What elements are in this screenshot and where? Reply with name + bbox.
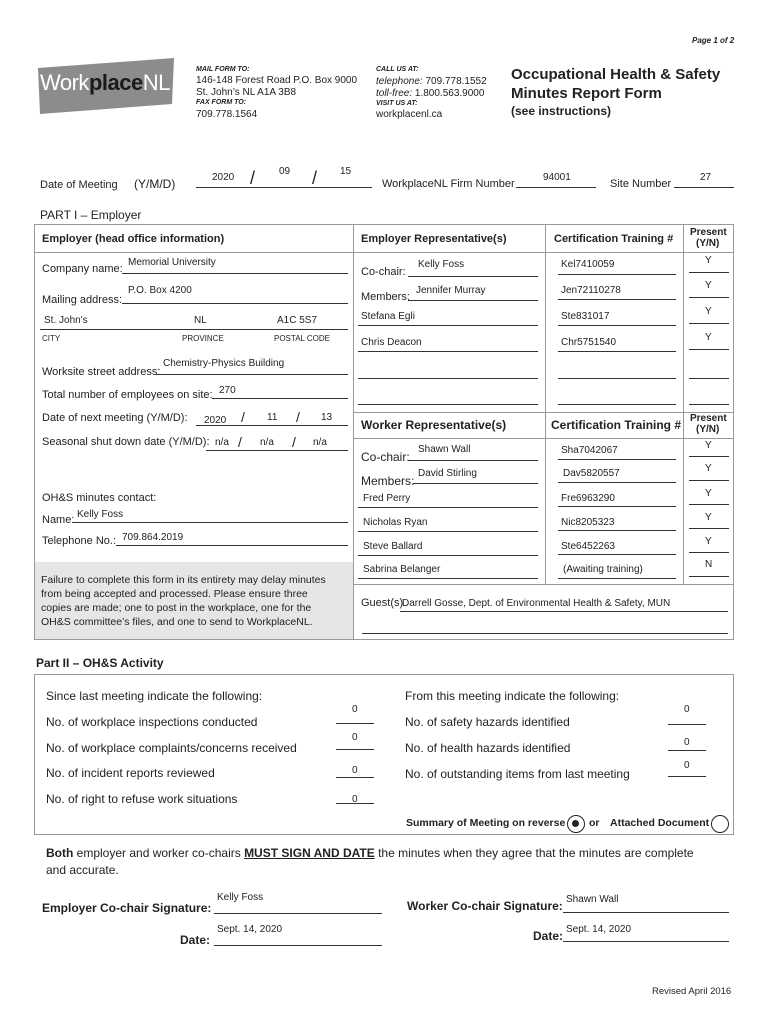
meeting-day[interactable]: 15 xyxy=(340,166,352,177)
right-to-refuse-underline xyxy=(336,803,374,804)
workplacenl-logo xyxy=(38,58,174,114)
worker-present-line-2 xyxy=(689,480,729,481)
worker-rep-name-6[interactable]: Sabrina Belanger xyxy=(363,564,441,575)
worker-rep-line-6 xyxy=(358,578,538,579)
meeting-year[interactable]: 2020 xyxy=(212,172,235,183)
worker-rep-line-2 xyxy=(413,483,538,484)
worker-rep-cert-1[interactable]: Sha7042067 xyxy=(561,445,618,456)
mailing-address-label: Mailing address: xyxy=(42,294,123,306)
logo-place: place xyxy=(88,70,143,95)
worker-date-underline xyxy=(563,941,729,942)
worker-rep-name-1[interactable]: Shawn Wall xyxy=(418,444,471,455)
worker-present-line-4 xyxy=(689,528,729,529)
website: workplacenl.ca xyxy=(376,109,443,120)
shutdown-label: Seasonal shut down date (Y/M/D): xyxy=(42,436,210,448)
incident-reports-underline xyxy=(336,777,374,778)
postal-code-label: POSTAL CODE xyxy=(274,334,331,343)
worker-header-line xyxy=(353,438,734,439)
employees-count[interactable]: 270 xyxy=(219,385,236,396)
mail-address-line1: 146-148 Forest Road P.O. Box 9000 xyxy=(196,75,358,86)
shutdown-year[interactable]: n/a xyxy=(215,437,229,448)
firm-number-label: WorkplaceNL Firm Number xyxy=(382,178,515,190)
mailing-address[interactable]: P.O. Box 4200 xyxy=(128,285,192,296)
worker-rep-present-3[interactable]: Y xyxy=(705,488,712,499)
incident-reports-label: No. of incident reports reviewed xyxy=(46,766,215,780)
employer-rep-line-5 xyxy=(358,378,538,379)
worker-rep-line-1 xyxy=(408,460,538,461)
site-number-underline xyxy=(674,187,734,188)
worker-cert-line-4 xyxy=(558,530,676,531)
worksite-underline xyxy=(156,374,348,375)
logo-work: Work xyxy=(40,70,89,95)
worker-cochair-label: Co-chair: xyxy=(361,450,410,464)
firm-number[interactable]: 94001 xyxy=(543,172,571,183)
worker-section-line xyxy=(353,412,734,413)
attached-label: Attached Document xyxy=(610,817,710,829)
worker-present-header-2: (Y/N) xyxy=(696,424,720,435)
mail-form-to-label: MAIL FORM TO: xyxy=(196,66,250,73)
present-header-2: (Y/N) xyxy=(696,238,720,249)
right-to-refuse-label: No. of right to refuse work situations xyxy=(46,792,238,806)
or-label: or xyxy=(589,817,600,829)
employer-rep-present-2[interactable]: Y xyxy=(705,280,712,291)
city-label: CITY xyxy=(42,334,61,343)
form-title-line1: Occupational Health & Safety xyxy=(511,66,721,83)
date-of-meeting-label: Date of Meeting xyxy=(40,179,118,191)
province-label: PROVINCE xyxy=(182,334,224,343)
worker-rep-present-4[interactable]: Y xyxy=(705,512,712,523)
revised-date: Revised April 2016 xyxy=(652,986,732,997)
guests-line-1 xyxy=(400,611,728,612)
employer-rep-line-1 xyxy=(408,276,538,277)
warning-line3: copies are made; one to post in the workplace, one for the xyxy=(41,602,312,614)
employer-cert-line-6 xyxy=(558,404,676,405)
worker-rep-cert-4[interactable]: Nic8205323 xyxy=(561,517,615,528)
employer-date-label: Date: xyxy=(180,933,211,947)
next-slash-2: / xyxy=(296,409,300,425)
summary-radio-dot xyxy=(572,820,579,827)
worker-cert-line-6 xyxy=(558,578,676,579)
firm-number-underline xyxy=(516,187,596,188)
warning-line1: Failure to complete this form in its entirety may delay minutes xyxy=(41,574,326,586)
logo-nl: NL xyxy=(142,70,170,95)
date-slash-2: / xyxy=(312,168,318,188)
summary-radio[interactable] xyxy=(567,815,585,833)
from-this-meeting-label: From this meeting indicate the following: xyxy=(405,689,620,703)
warning-line2: from being accepted and processed. Please ensure three xyxy=(41,588,308,600)
mailing-address-underline xyxy=(122,303,348,304)
guest-section-line xyxy=(353,584,734,585)
summary-label: Summary of Meeting on reverse xyxy=(406,817,566,829)
employer-rep-present-3[interactable]: Y xyxy=(705,306,712,317)
worker-members-label: Members: xyxy=(361,474,415,488)
worker-cert-line-5 xyxy=(558,554,676,555)
next-meeting-underline xyxy=(196,425,348,426)
health-hazards-value[interactable]: 0 xyxy=(684,737,690,748)
worker-rep-present-5[interactable]: Y xyxy=(705,536,712,547)
worker-rep-cert-3[interactable]: Fre6963290 xyxy=(561,493,615,504)
employer-present-line-1 xyxy=(689,272,729,273)
warning-line4: OH&S committee’s files, and one to send to WorkplaceNL. xyxy=(41,616,313,628)
employer-rep-name-3[interactable]: Stefana Egli xyxy=(361,311,415,322)
employer-rep-present-4[interactable]: Y xyxy=(705,332,712,343)
worker-sig-underline xyxy=(563,912,729,913)
notice-text2: the minutes when they agree that the minutes are complete xyxy=(374,846,694,860)
next-meeting-month[interactable]: 11 xyxy=(267,412,278,423)
employer-rep-line-6 xyxy=(358,404,538,405)
inspections-underline xyxy=(336,723,374,724)
outstanding-items-underline xyxy=(668,776,706,777)
telephone-label: telephone: xyxy=(376,76,423,87)
complaints-value[interactable]: 0 xyxy=(352,732,358,743)
inspections-label: No. of workplace inspections conducted xyxy=(46,715,258,729)
worker-rep-present-2[interactable]: Y xyxy=(705,463,712,474)
employer-cert-line-2 xyxy=(558,299,676,300)
company-name[interactable]: Memorial University xyxy=(128,257,216,268)
city[interactable]: St. John's xyxy=(44,315,88,326)
toll-free-label: toll-free: xyxy=(376,88,413,99)
next-meeting-label: Date of next meeting (Y/M/D): xyxy=(42,412,188,424)
inspections-value[interactable]: 0 xyxy=(352,704,358,715)
employer-rep-line-3 xyxy=(358,325,538,326)
employer-sig[interactable]: Kelly Foss xyxy=(217,892,264,903)
worker-present-header-1: Present xyxy=(690,413,727,424)
employer-cert-line-5 xyxy=(558,378,676,379)
complaints-underline xyxy=(336,749,374,750)
signing-notice-line2: and accurate. xyxy=(46,863,119,877)
shutdown-slash-2: / xyxy=(292,434,296,450)
worker-present-line-6 xyxy=(689,576,729,577)
guests-line-2 xyxy=(362,633,728,634)
telephone-number: 709.778.1552 xyxy=(425,76,487,87)
safety-hazards-underline xyxy=(668,724,706,725)
safety-hazards-value[interactable]: 0 xyxy=(684,704,690,715)
toll-free-number: 1.800.563.9000 xyxy=(414,88,485,99)
safety-hazards-label: No. of safety hazards identified xyxy=(405,715,570,729)
city-line-underline xyxy=(40,329,348,330)
worker-rep-name-3[interactable]: Fred Perry xyxy=(363,493,411,504)
employer-present-line-2 xyxy=(689,297,729,298)
present-header-1: Present xyxy=(690,227,727,238)
worker-present-line-5 xyxy=(689,552,729,553)
employer-present-line-4 xyxy=(689,349,729,350)
employer-cochair-label: Co-chair: xyxy=(361,266,406,278)
shutdown-month[interactable]: n/a xyxy=(260,437,274,448)
worker-rep-name-5[interactable]: Steve Ballard xyxy=(363,541,423,552)
worker-sig[interactable]: Shawn Wall xyxy=(566,894,619,905)
health-hazards-label: No. of health hazards identified xyxy=(405,741,571,755)
employer-rep-name-4[interactable]: Chris Deacon xyxy=(361,337,422,348)
employer-header: Employer (head office information) xyxy=(42,233,225,245)
part2-title: Part II – OH&S Activity xyxy=(36,656,164,670)
incident-reports-value[interactable]: 0 xyxy=(352,765,358,776)
shutdown-slash-1: / xyxy=(238,434,242,450)
worker-rep-present-6[interactable]: N xyxy=(705,559,713,570)
worker-present-line-1 xyxy=(689,456,729,457)
employer-rep-cert-2[interactable]: Jen72110278 xyxy=(561,285,621,296)
company-name-underline xyxy=(122,273,348,274)
worker-rep-line-5 xyxy=(358,555,538,556)
employer-rep-name-2[interactable]: Jennifer Murray xyxy=(416,285,486,296)
attached-radio[interactable] xyxy=(711,815,729,833)
guests-value[interactable]: Darrell Gosse, Dept. of Environmental Health & Safety, MUN xyxy=(402,598,671,609)
worker-sig-label: Worker Co-chair Signature: xyxy=(407,899,563,913)
meeting-month[interactable]: 09 xyxy=(279,166,291,177)
guests-label: Guest(s) xyxy=(361,597,404,609)
complaints-label: No. of workplace complaints/concerns received xyxy=(46,741,297,755)
worker-rep-header: Worker Representative(s) xyxy=(361,418,507,432)
shutdown-day[interactable]: n/a xyxy=(313,437,327,448)
worker-rep-present-1[interactable]: Y xyxy=(705,440,712,451)
visit-us-at-label: VISIT US AT: xyxy=(376,100,418,107)
worker-cert-header: Certification Training # xyxy=(551,418,682,432)
outstanding-items-value[interactable]: 0 xyxy=(684,760,690,771)
worker-rep-line-3 xyxy=(358,507,538,508)
fax-number: 709.778.1564 xyxy=(196,109,258,120)
employer-cert-line-3 xyxy=(558,325,676,326)
worker-rep-name-2[interactable]: David Stirling xyxy=(418,468,477,479)
employer-rep-header: Employer Representative(s) xyxy=(361,233,507,245)
contact-name[interactable]: Kelly Foss xyxy=(77,509,124,520)
contact-label: OH&S minutes contact: xyxy=(42,492,157,504)
site-number-label: Site Number xyxy=(610,178,672,190)
fax-form-to-label: FAX FORM TO: xyxy=(196,99,247,106)
worksite-address[interactable]: Chemistry-Physics Building xyxy=(163,358,285,369)
contact-phone-underline xyxy=(116,545,348,546)
contact-name-underline xyxy=(72,522,348,523)
toll-free-line xyxy=(376,88,484,99)
meeting-date-underline xyxy=(196,187,372,188)
employer-members-label: Members: xyxy=(361,291,410,303)
employer-sig-underline xyxy=(214,913,382,914)
employer-rep-line-4 xyxy=(358,351,538,352)
worker-date-label: Date: xyxy=(533,929,564,943)
outstanding-items-label: No. of outstanding items from last meeting xyxy=(405,767,630,781)
next-slash-1: / xyxy=(241,409,245,425)
worker-rep-line-4 xyxy=(358,531,538,532)
employer-rep-line-2 xyxy=(408,300,538,301)
see-instructions: (see instructions) xyxy=(511,104,612,118)
shutdown-underline xyxy=(206,450,348,451)
date-slash-1: / xyxy=(250,168,256,188)
employer-cert-line-1 xyxy=(558,274,676,275)
worker-cert-line-3 xyxy=(558,506,676,507)
worker-date[interactable]: Sept. 14, 2020 xyxy=(566,924,632,935)
contact-name-label: Name: xyxy=(42,514,75,526)
employer-present-line-5 xyxy=(689,378,729,379)
employer-present-line-3 xyxy=(689,323,729,324)
part1-title: PART I – Employer xyxy=(40,208,142,222)
company-name-label: Company name: xyxy=(42,263,123,275)
site-number[interactable]: 27 xyxy=(700,172,712,183)
telephone-line xyxy=(376,76,487,87)
employer-date[interactable]: Sept. 14, 2020 xyxy=(217,924,283,935)
worker-rep-cert-6[interactable]: (Awaiting training) xyxy=(563,564,643,575)
worker-cert-line-2 xyxy=(558,482,676,483)
employer-rep-cert-1[interactable]: Kel7410059 xyxy=(561,259,615,270)
employer-rep-present-1[interactable]: Y xyxy=(705,255,712,266)
worker-cert-line-1 xyxy=(558,459,676,460)
form-title-line2: Minutes Report Form xyxy=(511,85,662,102)
worker-rep-name-4[interactable]: Nicholas Ryan xyxy=(363,517,428,528)
cert-header: Certification Training # xyxy=(554,233,674,245)
date-format-label: (Y/M/D) xyxy=(134,177,176,191)
employees-underline xyxy=(212,398,348,399)
right-to-refuse-value[interactable]: 0 xyxy=(352,794,358,805)
employer-date-underline xyxy=(214,945,382,946)
contact-phone-label: Telephone No.: xyxy=(42,535,116,547)
postal-code[interactable]: A1C 5S7 xyxy=(277,315,318,326)
employees-label: Total number of employees on site: xyxy=(42,389,213,401)
worker-rep-cert-5[interactable]: Ste6452263 xyxy=(561,541,615,552)
call-us-at-label: CALL US AT: xyxy=(376,66,419,73)
employer-present-line-6 xyxy=(689,404,729,405)
part1-header-line xyxy=(34,252,734,253)
province[interactable]: NL xyxy=(194,315,207,326)
notice-text1: employer and worker co-chairs xyxy=(73,846,245,860)
next-meeting-year[interactable]: 2020 xyxy=(204,415,227,426)
employer-rep-cert-3[interactable]: Ste831017 xyxy=(561,311,610,322)
worker-rep-cert-2[interactable]: Dav5820557 xyxy=(563,468,620,479)
signing-notice xyxy=(46,846,694,860)
page-number: Page 1 of 2 xyxy=(692,36,735,45)
employer-rep-name-1[interactable]: Kelly Foss xyxy=(418,259,465,270)
notice-underlined: MUST SIGN AND DATE xyxy=(244,846,375,860)
worksite-label: Worksite street address: xyxy=(42,366,161,378)
since-last-meeting-label: Since last meeting indicate the following: xyxy=(46,689,263,703)
contact-phone[interactable]: 709.864.2019 xyxy=(122,532,184,543)
notice-bold: Both xyxy=(46,846,74,860)
worker-present-line-3 xyxy=(689,504,729,505)
next-meeting-day[interactable]: 13 xyxy=(321,412,333,423)
employer-rep-cert-4[interactable]: Chr5751540 xyxy=(561,337,617,348)
employer-cert-line-4 xyxy=(558,351,676,352)
employer-sig-label: Employer Co-chair Signature: xyxy=(42,901,212,915)
mail-address-line2: St. John’s NL A1A 3B8 xyxy=(196,87,297,98)
part1-divider-main xyxy=(353,224,354,640)
health-hazards-underline xyxy=(668,750,706,751)
